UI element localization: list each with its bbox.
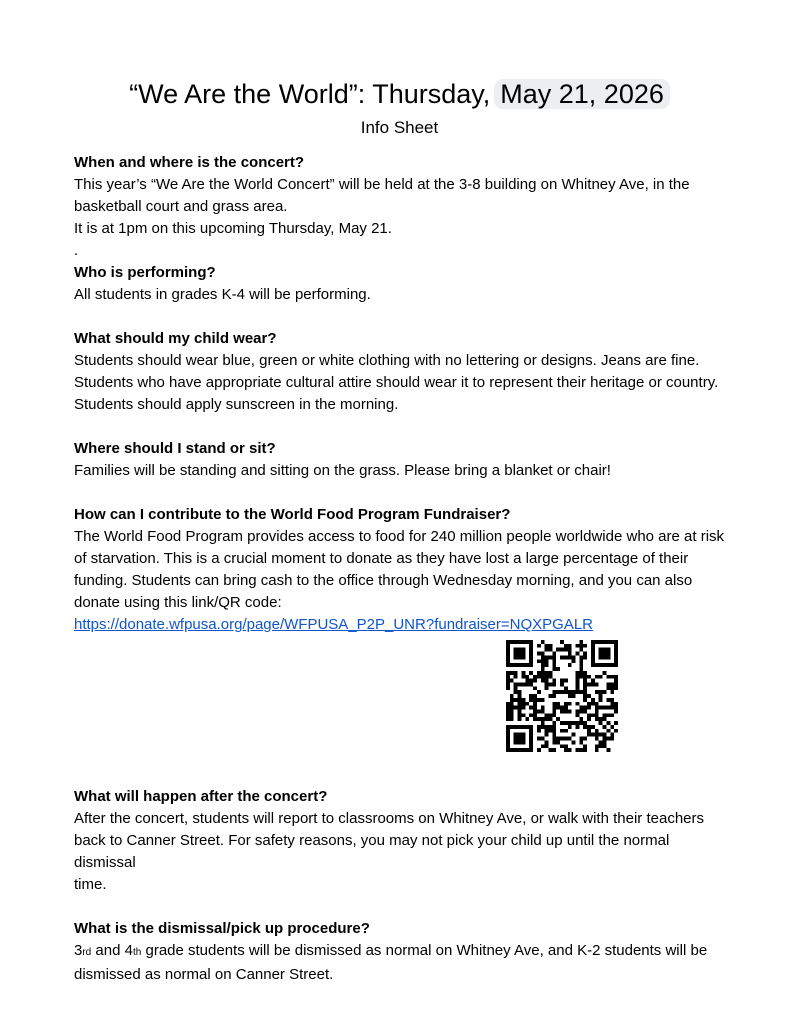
answer-after-2: time. bbox=[74, 876, 107, 893]
qr-container bbox=[74, 636, 734, 786]
ordinal-th: th bbox=[132, 947, 142, 958]
answer-when-where-2: It is at 1pm on this upcoming Thursday, May 21. bbox=[74, 220, 392, 237]
page-title bbox=[0, 74, 799, 114]
spacer bbox=[74, 306, 734, 328]
spacer bbox=[74, 896, 734, 918]
document-body bbox=[74, 152, 734, 986]
answer-stand: Families will be standing and sitting on the grass. Please bring a blanket or chair! bbox=[74, 462, 611, 479]
question-fundraiser: How can I contribute to the World Food Program Fundraiser? bbox=[74, 506, 511, 523]
answer-fundraiser: The World Food Program provides access to food for 240 million people worldwide who are at risk of starvation. This is a crucial moment to donate as they have lost a large percentage of their funding. Students can bring cash to the office through Wednesday morning, and you can also donate using this link/QR code: bbox=[74, 528, 725, 611]
and-text: and bbox=[91, 942, 125, 959]
ordinal-rd: rd bbox=[82, 947, 92, 958]
grade-4: 4 bbox=[124, 942, 133, 959]
answer-dismissal bbox=[74, 940, 734, 986]
spacer bbox=[74, 482, 734, 504]
answer-after-1: After the concert, students will report to classrooms on Whitney Ave, or walk with their teachers back to Canner Street. For safety reasons, you may not pick your child up until the normal dismissal bbox=[74, 810, 704, 871]
question-after: What will happen after the concert? bbox=[74, 788, 328, 805]
qr-code-icon bbox=[506, 640, 618, 752]
question-stand: Where should I stand or sit? bbox=[74, 440, 276, 457]
donate-link[interactable]: https://donate.wfpusa.org/page/WFPUSA_P2P_UNR?fundraiser=NQXPGALR bbox=[74, 616, 594, 633]
spacer bbox=[74, 416, 734, 438]
question-who: Who is performing? bbox=[74, 264, 216, 281]
answer-when-where-1: This year’s “We Are the World Concert” will be held at the 3-8 building on Whitney Ave, in the basketball court and grass area. bbox=[74, 176, 690, 215]
title-prefix: “We Are the World”: Thursday, bbox=[129, 79, 491, 109]
date-chip[interactable]: May 21, 2026 bbox=[494, 79, 670, 109]
answer-dismissal-rest: grade students will be dismissed as normal on Whitney Ave, and K-2 students will be dismissed as normal on Canner Street. bbox=[74, 942, 708, 983]
page-subtitle: Info Sheet bbox=[360, 118, 439, 137]
grade-3: 3 bbox=[74, 942, 83, 959]
question-when-where: When and where is the concert? bbox=[74, 154, 305, 171]
question-wear: What should my child wear? bbox=[74, 330, 277, 347]
answer-wear: Students should wear blue, green or white clothing with no lettering or designs. Jeans are fine. Students who have appropriate cultural attire should wear it to represent their heritage or country. Students should apply sunscreen in the morning. bbox=[74, 352, 719, 413]
answer-who: All students in grades K-4 will be performing. bbox=[74, 286, 371, 303]
stray-period: . bbox=[74, 242, 79, 259]
question-dismissal: What is the dismissal/pick up procedure? bbox=[74, 920, 370, 937]
